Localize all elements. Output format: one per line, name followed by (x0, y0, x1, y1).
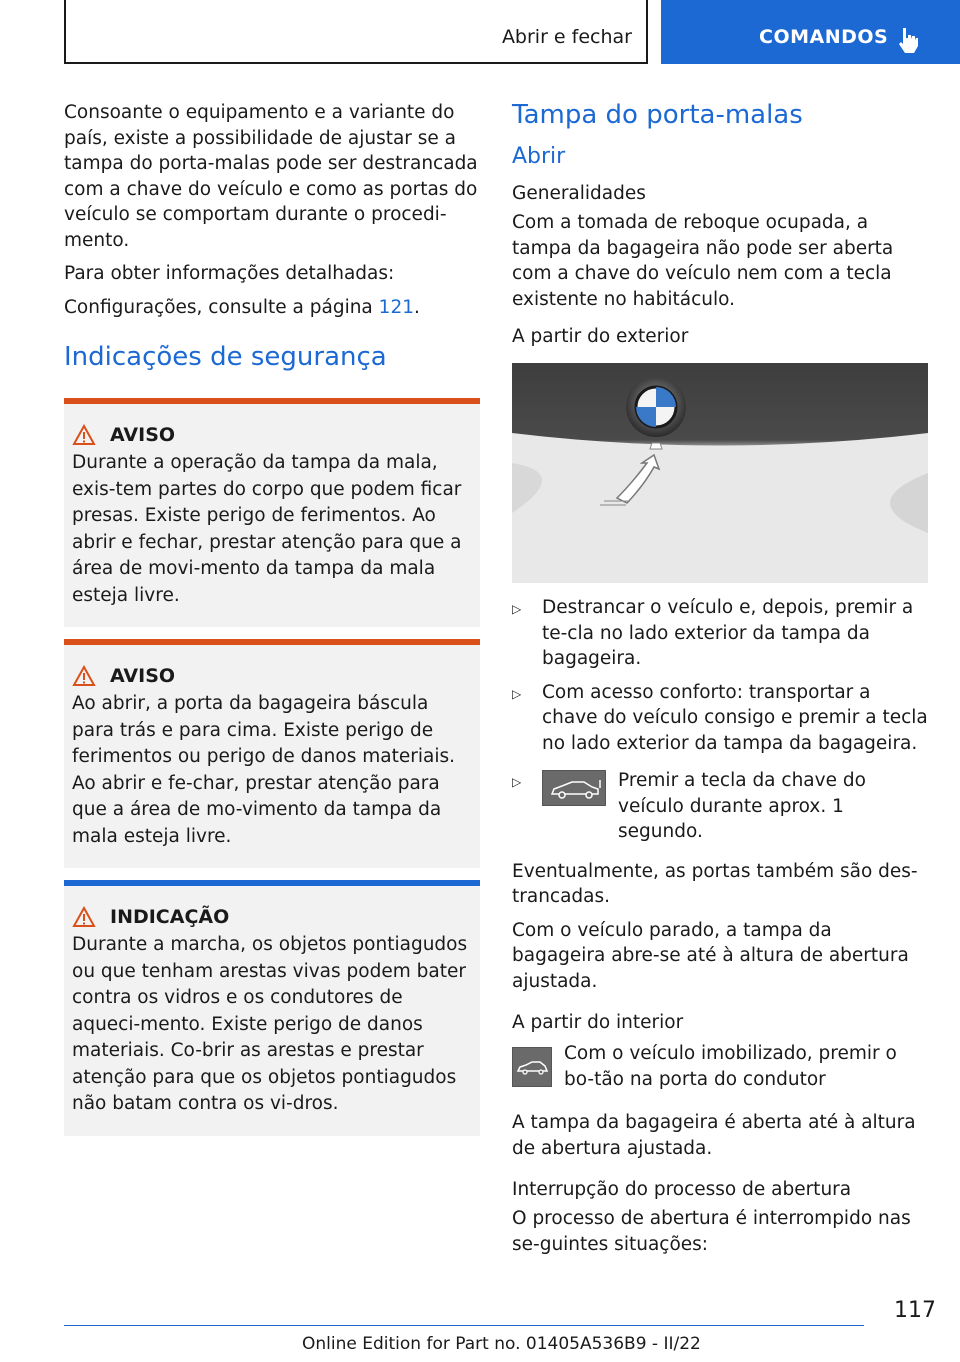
config-text: Configurações, consulte a página (64, 296, 373, 318)
notice-title: AVISO (110, 665, 176, 687)
notice-warning-2 (64, 639, 480, 868)
intro-paragraph: Consoante o equipamento e a variante do país, existe a possibilidade de ajustar se a tampa do porta-malas pode ser destrancada com a chave do veículo e como as portas do veículo se comportam durante o procedi-mento. (64, 102, 478, 251)
parked-text: Com o veículo parado, a tampa da bagageira abre-se até à altura de abertura ajustada. (512, 919, 909, 992)
bullet-item (512, 768, 928, 845)
right-column (512, 100, 928, 1257)
header-section-title: Abrir e fechar (501, 26, 632, 48)
bullet-item (512, 595, 928, 672)
notice-title: AVISO (110, 424, 176, 446)
pointing-hand-icon (897, 26, 919, 58)
notice-text: Ao abrir, a porta da bagageira báscula para trás e para cima. Existe perigo de ferimentos ou perigo de danos materiais. Ao abrir e fe-char, prestar atenção para que a área de mo-vimento da tampa da mala esteja livre. (72, 693, 455, 847)
interior-text: Com o veículo imobilizado, premir o bo-tão na porta do condutor (564, 1043, 897, 1090)
notice-indication (64, 880, 480, 1136)
bullet-text: Com acesso conforto: transportar a chave do veículo consigo e premir a tecla no lado exterior da tampa da bagageira. (542, 681, 928, 754)
interrupt-heading: Interrupção do processo de abertura (512, 1179, 852, 1200)
header-section-box (64, 0, 648, 64)
eventual-text: Eventualmente, as portas também são des-trancadas. (512, 860, 918, 907)
exterior-heading: A partir do exterior (512, 326, 689, 347)
interior-heading: A partir do interior (512, 1012, 684, 1033)
trunk-lid-photo (512, 363, 928, 583)
notice-text: Durante a operação da tampa da mala, exis-tem partes do corpo que podem ficar presas. Existe perigo de ferimentos. Ao abrir e fechar, prestar atenção para que a área de movi-mento da tampa da mala esteja livre. (72, 452, 462, 606)
notice-warning-1 (64, 398, 480, 627)
trunk-button-icon (512, 1047, 552, 1087)
opened-text: A tampa da bagageira é aberta até à altura de abertura ajustada. (512, 1112, 916, 1159)
config-page-link[interactable]: 121 (378, 296, 414, 318)
config-paragraph (64, 295, 480, 321)
notice-title-row (72, 665, 472, 687)
car-key-button-icon (542, 770, 606, 806)
bullet-item (512, 680, 928, 757)
general-heading: Generalidades (512, 183, 646, 204)
header-chapter-box (661, 0, 960, 64)
left-column (64, 100, 480, 1136)
bullet-with-icon (542, 768, 928, 845)
triangle-bullet-icon: ▷ (512, 686, 522, 701)
bullet-text: Premir a tecla da chave do veículo durante aprox. 1 segundo. (618, 770, 866, 842)
footer-edition: Online Edition for Part no. 01405A536B9 - II/22 (302, 1334, 701, 1354)
interrupt-text: O processo de abertura é interrompido nas se-guintes situações: (512, 1208, 911, 1255)
page-number: 117 (894, 1298, 936, 1323)
notice-title-row (72, 906, 472, 928)
trunk-lid-title: Tampa do porta-malas (512, 100, 803, 130)
notice-title-row (72, 424, 472, 446)
bullet-text: Destrancar o veículo e, depois, premir a te-cla no lado exterior da tampa da bagageira. (542, 597, 914, 669)
warning-triangle-icon (72, 424, 96, 446)
footer-divider (64, 1325, 864, 1326)
warning-triangle-icon (72, 665, 96, 687)
triangle-bullet-icon: ▷ (512, 775, 522, 789)
triangle-bullet-icon: ▷ (512, 602, 522, 616)
interior-row (512, 1041, 928, 1092)
config-end: . (413, 296, 420, 318)
general-text: Com a tomada de reboque ocupada, a tampa da bagageira não pode ser aberta com a chave do veículo nem com a tecla existente no habitáculo. (512, 212, 894, 310)
open-subtitle: Abrir (512, 144, 566, 169)
notice-title: INDICAÇÃO (110, 906, 230, 928)
safety-heading: Indicações de segurança (64, 342, 387, 372)
header-chapter-title: COMANDOS (759, 26, 889, 48)
warning-triangle-icon (72, 906, 96, 928)
details-paragraph: Para obter informações detalhadas: (64, 263, 395, 284)
notice-text: Durante a marcha, os objetos pontiagudos ou que tenham arestas vivas podem bater contra os vidros e os condutores de aqueci-mento. Existe perigo de danos materiais. Co-brir as arestas e prestar atenção para que os objetos pontiagudos não batam contra os vi-dros. (72, 934, 468, 1114)
